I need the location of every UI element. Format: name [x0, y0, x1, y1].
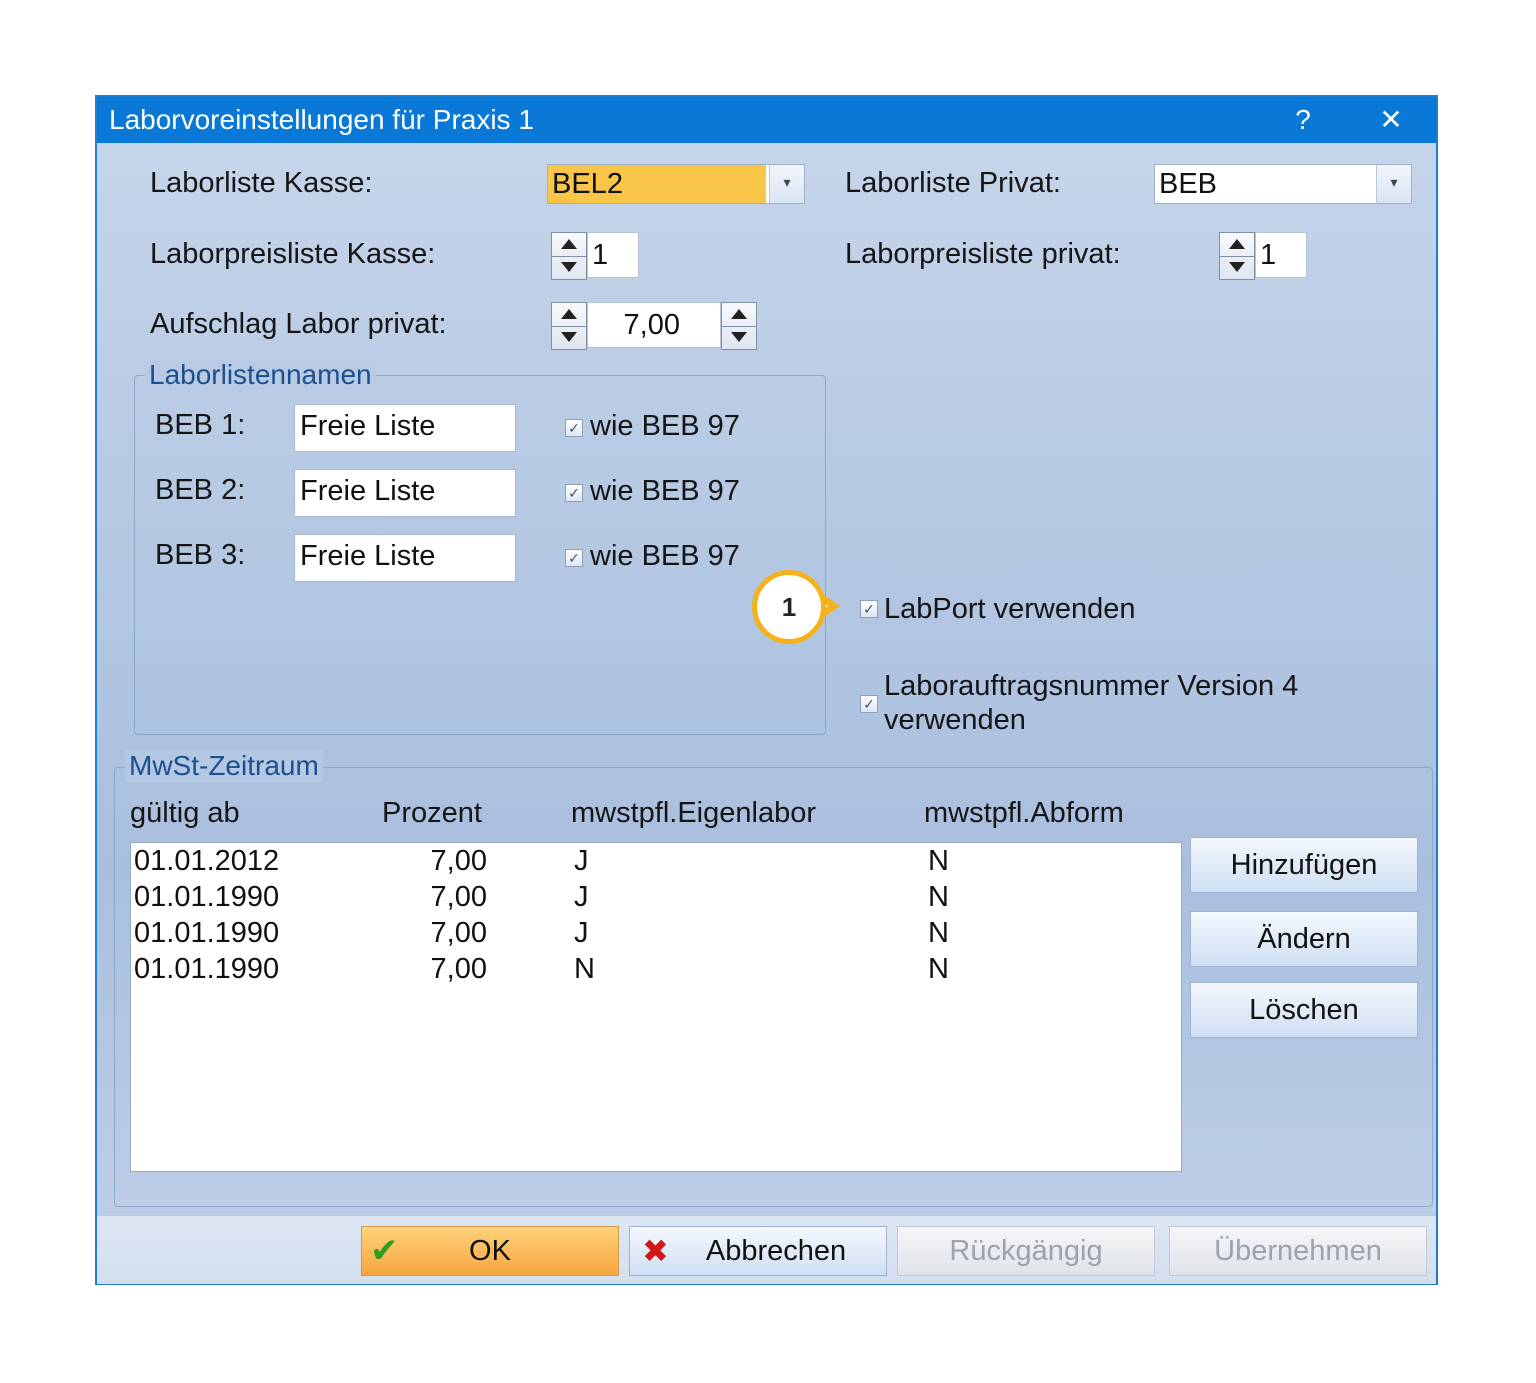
spin-down-icon[interactable]: [552, 326, 586, 349]
aufschlag-label: Aufschlag Labor privat:: [150, 308, 447, 340]
labport-label: LabPort verwenden: [884, 593, 1136, 625]
column-header-abform[interactable]: mwstpfl.Abform: [924, 797, 1124, 829]
column-header-prozent[interactable]: Prozent: [382, 797, 482, 829]
edit-button[interactable]: Ändern: [1190, 911, 1418, 967]
spin-down-icon[interactable]: [722, 326, 756, 349]
help-button[interactable]: ?: [1295, 104, 1311, 135]
laborpreisliste-privat-spinner[interactable]: [1219, 232, 1255, 280]
cell-eigenlabor: J: [574, 881, 589, 913]
cell-eigenlabor: J: [574, 917, 589, 949]
mwst-title: MwSt-Zeitraum: [125, 750, 323, 782]
cell-percent: 7,00: [430, 881, 487, 913]
beb2-check-label: wie BEB 97: [590, 475, 740, 507]
ok-label: OK: [469, 1235, 511, 1267]
laborpreisliste-privat-input[interactable]: 1: [1255, 232, 1307, 278]
callout-badge: 1: [752, 570, 826, 644]
cell-percent: 7,00: [430, 953, 487, 985]
laborpreisliste-kasse-label: Laborpreisliste Kasse:: [150, 238, 436, 270]
close-button[interactable]: ✕: [1379, 104, 1403, 135]
ok-button[interactable]: [361, 1226, 619, 1276]
beb2-label: BEB 2:: [155, 474, 246, 506]
spin-up-icon[interactable]: [722, 303, 756, 327]
cell-date: 01.01.2012: [134, 845, 280, 877]
laborpreisliste-privat-label: Laborpreisliste privat:: [845, 238, 1121, 270]
cell-percent: 7,00: [430, 917, 487, 949]
beb3-check-label: wie BEB 97: [590, 540, 740, 572]
beb3-checkbox[interactable]: ✓: [565, 549, 583, 567]
laborpreisliste-kasse-input[interactable]: 1: [587, 232, 639, 278]
column-header-eigenlabor[interactable]: mwstpfl.Eigenlabor: [571, 797, 816, 829]
undo-button[interactable]: Rückgängig: [897, 1226, 1155, 1276]
laborliste-kasse-combo[interactable]: [547, 164, 805, 204]
laborauftrag-label-line2: verwenden: [884, 704, 1026, 736]
spin-down-icon[interactable]: [1220, 256, 1254, 279]
laborliste-kasse-label: Laborliste Kasse:: [150, 167, 373, 199]
add-button[interactable]: Hinzufügen: [1190, 837, 1418, 893]
laborliste-privat-label: Laborliste Privat:: [845, 167, 1061, 199]
mwst-list[interactable]: [130, 842, 1182, 1172]
laborliste-kasse-value: BEL2: [548, 165, 766, 203]
aufschlag-spinner-left[interactable]: [551, 302, 587, 350]
table-row[interactable]: [131, 879, 1181, 915]
table-row[interactable]: [131, 951, 1181, 987]
beb1-checkbox[interactable]: ✓: [565, 419, 583, 437]
cell-percent: 7,00: [430, 845, 487, 877]
spin-up-icon[interactable]: [552, 303, 586, 327]
cell-date: 01.01.1990: [134, 881, 280, 913]
table-row[interactable]: [131, 843, 1181, 879]
laborpreisliste-kasse-spinner[interactable]: [551, 232, 587, 280]
beb1-check-label: wie BEB 97: [590, 410, 740, 442]
cell-abform: N: [928, 881, 949, 913]
beb3-label: BEB 3:: [155, 539, 246, 571]
title-bar: [97, 97, 1436, 143]
apply-button[interactable]: Übernehmen: [1169, 1226, 1427, 1276]
button-bar: [97, 1215, 1436, 1284]
spin-down-icon[interactable]: [552, 256, 586, 279]
cancel-button[interactable]: [629, 1226, 887, 1276]
laborauftrag-label-line1: Laborauftragsnummer Version 4: [884, 670, 1299, 702]
checkmark-icon: ✔: [370, 1232, 399, 1270]
cell-abform: N: [928, 917, 949, 949]
beb1-input[interactable]: Freie Liste: [294, 404, 516, 452]
table-row[interactable]: [131, 915, 1181, 951]
window-title: Laborvoreinstellungen für Praxis 1: [109, 104, 534, 135]
cell-date: 01.01.1990: [134, 917, 280, 949]
delete-button[interactable]: Löschen: [1190, 982, 1418, 1038]
spin-up-icon[interactable]: [552, 233, 586, 257]
aufschlag-spinner-right[interactable]: [721, 302, 757, 350]
aufschlag-input[interactable]: 7,00: [587, 302, 721, 348]
laborauftrag-checkbox[interactable]: ✓: [860, 695, 878, 713]
column-header-gueltig-ab[interactable]: gültig ab: [130, 797, 240, 829]
beb2-input[interactable]: Freie Liste: [294, 469, 516, 517]
beb1-label: BEB 1:: [155, 409, 246, 441]
chevron-down-icon[interactable]: ▾: [769, 165, 804, 203]
cancel-label: Abbrechen: [705, 1235, 847, 1267]
beb3-input[interactable]: Freie Liste: [294, 534, 516, 582]
laborliste-privat-combo[interactable]: [1154, 164, 1412, 204]
cell-eigenlabor: J: [574, 845, 589, 877]
settings-dialog: [95, 95, 1438, 1285]
spin-up-icon[interactable]: [1220, 233, 1254, 257]
beb2-checkbox[interactable]: ✓: [565, 484, 583, 502]
cell-abform: N: [928, 953, 949, 985]
cross-icon: ✖: [642, 1233, 669, 1269]
cell-eigenlabor: N: [574, 953, 595, 985]
laborliste-privat-value: BEB: [1159, 168, 1218, 200]
cell-abform: N: [928, 845, 949, 877]
cell-date: 01.01.1990: [134, 953, 280, 985]
chevron-down-icon[interactable]: ▾: [1376, 165, 1411, 203]
laborlistennamen-title: Laborlistennamen: [145, 359, 376, 391]
labport-checkbox[interactable]: ✓: [860, 600, 878, 618]
